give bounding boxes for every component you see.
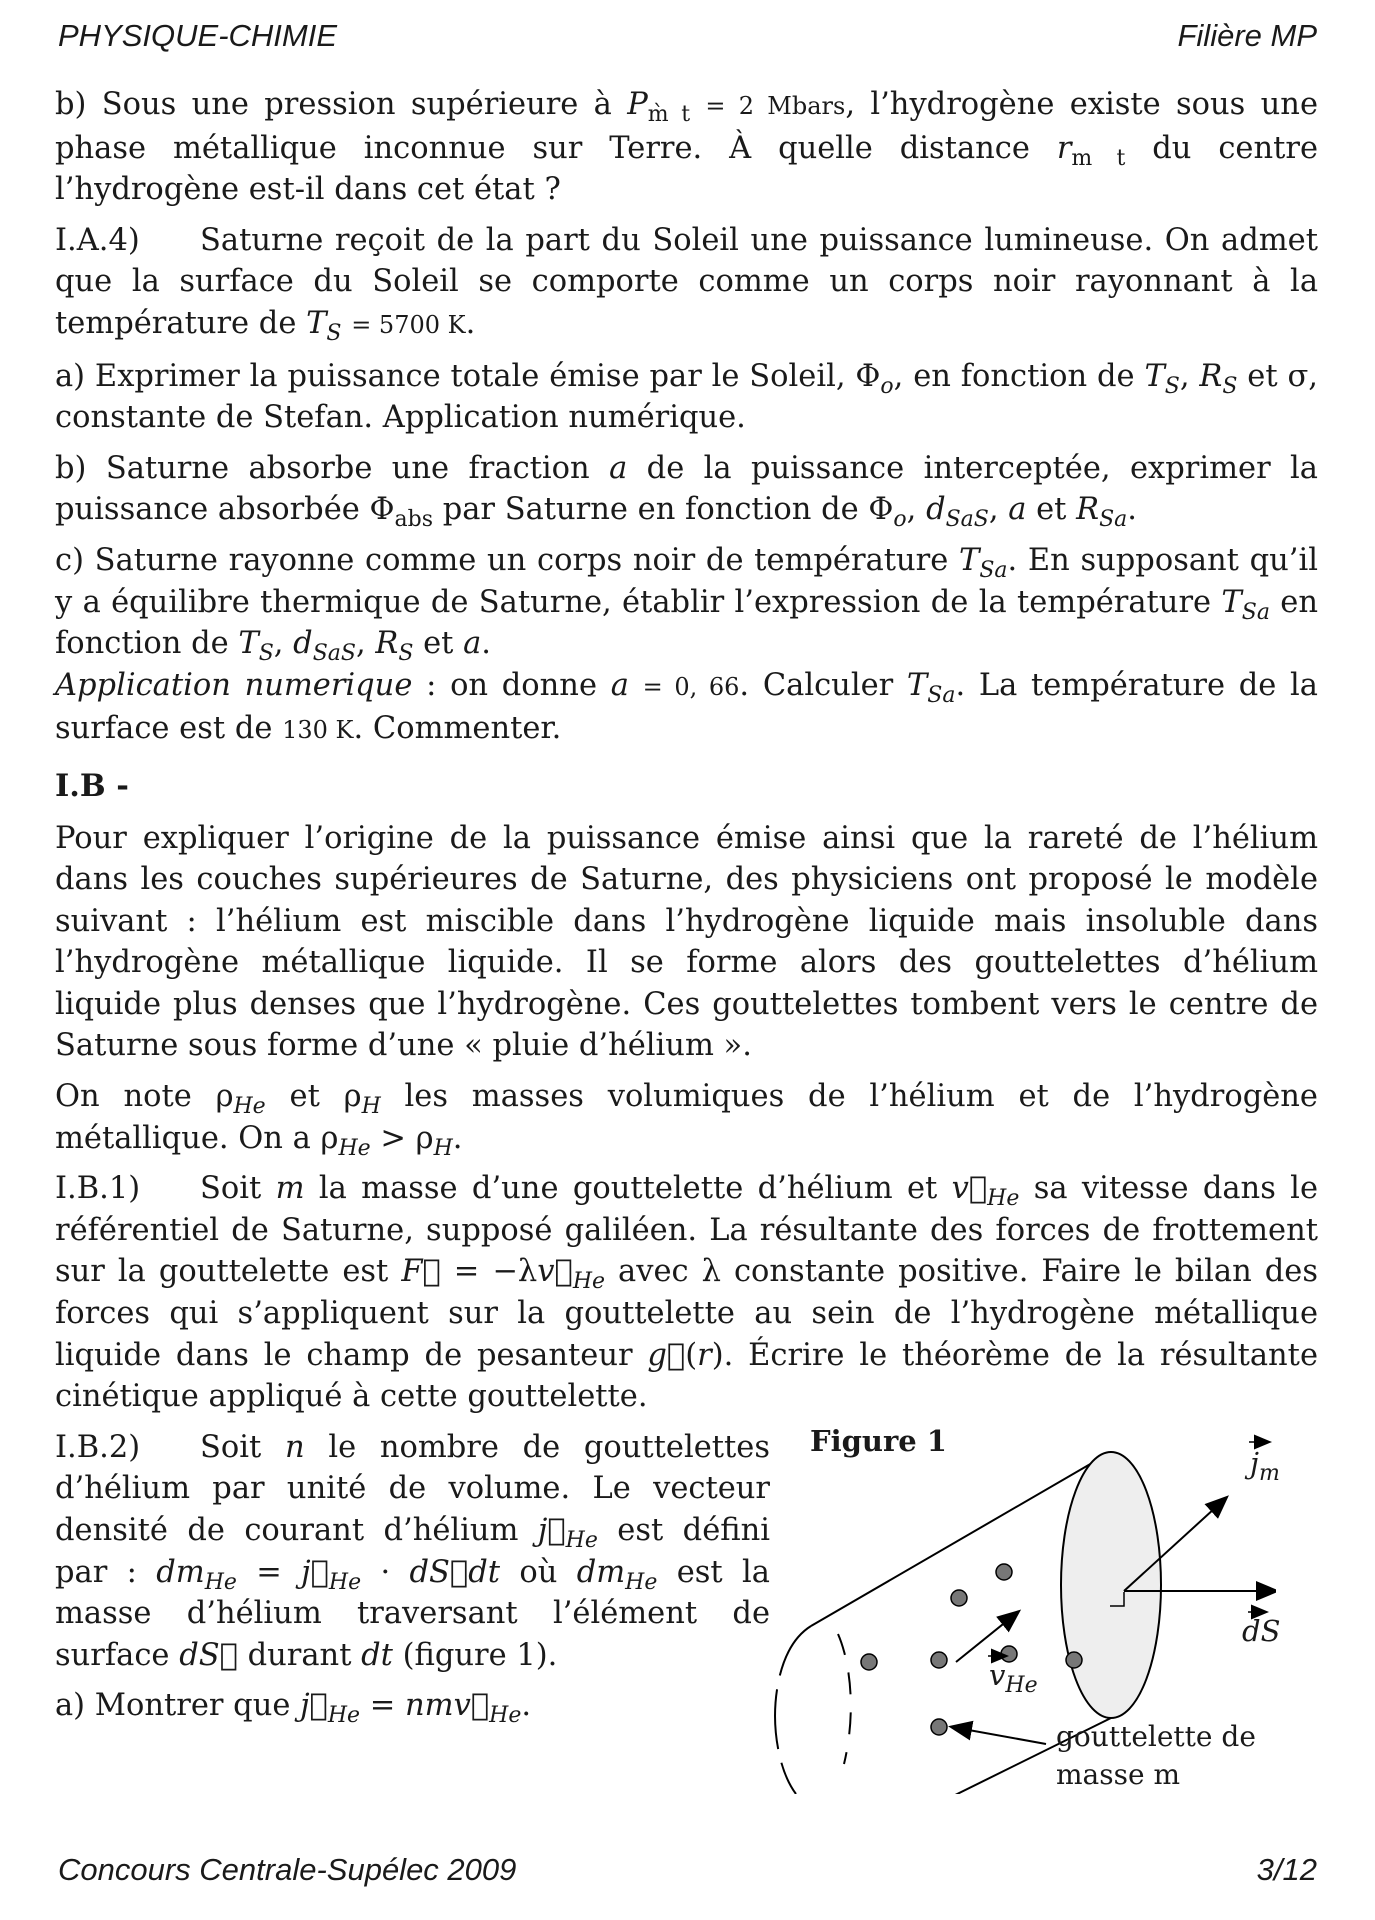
paragraph-ib-densities: On note $\rho_{He}$ et $\rho_H$ les masses volumiques de l’hélium et de l’hydrogène métallique. On a $\rho_{He} > \rho_H$.: [55, 1079, 1318, 1161]
droplet: [951, 1590, 967, 1606]
droplet-note-line2: masse m: [1056, 1758, 1181, 1791]
page-header: [58, 18, 1317, 62]
cylinder-left-face: [775, 1626, 811, 1794]
droplet-highlighted: [931, 1719, 947, 1735]
droplet: [931, 1652, 947, 1668]
figure-1: [756, 1414, 1281, 1794]
droplet: [996, 1564, 1012, 1580]
paragraph-ib2: I.B.2) Soit n le nombre de gouttelettes d’hélium par unité de volume. Le vecteur densité de courant d’hélium $j⃗_{He}$ est défini par : $dm_{He}$ = $j⃗_{He}$ · dS⃗dt où $dm_{He}$ est la masse d’hélium traversant l’élément de surface dS⃗ durant dt (figure 1).: [55, 1429, 770, 1673]
droplet-note-line1: gouttelette de: [1056, 1720, 1256, 1753]
cylinder-left-face-hidden: [838, 1634, 851, 1764]
vhe-label: $v_{He}$: [989, 1658, 1038, 1698]
jm-label: $j_m$: [1250, 1446, 1280, 1486]
section-title-ib: I.B -: [55, 767, 129, 804]
ds-label: dS: [1242, 1614, 1281, 1648]
page-footer: [58, 1852, 1317, 1896]
paragraph-ia4c: c) Saturne rayonne comme un corps noir de température $T_{Sa}$. En supposant qu’il y a équilibre thermique de Saturne, établir l’expression de la température $T_{Sa}$ en fonction de $T_S$, $d_{SaS}$, $R_S$ et a. Application numerique : on donne a = 0, 66. Calculer $T_{Sa}$. La température de la surface est de 130 K. Commenter.: [55, 542, 1318, 747]
ib2-text-column: [55, 1427, 770, 1727]
figure-caption: Figure 1: [810, 1424, 947, 1458]
paragraph-ia4a: a) Exprimer la puissance totale émise par le Soleil, $\Phi_o$, en fonction de $T_S$, $R_S$ et σ, constante de Stefan. Application numérique.: [55, 358, 1318, 436]
droplet: [861, 1654, 877, 1670]
paragraph-ib2a: a) Montrer que $j⃗_{He}$ = $nmv⃗_{He}$.: [55, 1688, 532, 1729]
header-subject: PHYSIQUE-CHIMIE: [58, 18, 338, 53]
droplet-pointer-arrow: [952, 1727, 1046, 1744]
paragraph-ia4: I.A.4) Saturne reçoit de la part du Soleil une puissance lumineuse. On admet que la surface du Soleil se comporte comme un corps noir rayonnant à la température de $T_S = 5700$ K.: [55, 222, 1318, 347]
paragraph-ib1: I.B.1) Soit m la masse d’une gouttelette d’hélium et $v⃗_{He}$ sa vitesse dans le référentiel de Saturne, supposé galiléen. La résultante des forces de frottement sur la gouttelette est F⃗ = $-\lambda v⃗_{He}$ avec λ constante positive. Faire le bilan des forces qui s’appliquent sur la gouttelette au sein de l’hydrogène métallique liquide dans le champ de pesanteur g⃗(r). Écrire le théorème de la résultante cinétique appliqué à cette gouttelette.: [55, 1171, 1319, 1415]
paragraph-ib-intro: Pour expliquer l’origine de la puissance émise ainsi que la rareté de l’hélium dans les couches supérieures de Saturne, des physiciens ont proposé le modèle suivant : l’hélium est miscible dans l’hydrogène liquide mais insoluble dans l’hydrogène métallique liquide. Il se forme alors des gouttelettes d’hélium liquide plus denses que l’hydrogène. Ces gouttelettes tombent vers le centre de Saturne sous forme d’une « pluie d’hélium ».: [55, 820, 1318, 1064]
surface-ds: [1061, 1452, 1161, 1718]
droplet: [1066, 1652, 1082, 1668]
footer-contest: Concours Centrale-Supélec 2009: [58, 1852, 517, 1887]
paragraph-ia3b: b) Sous une pression supérieure à $P_{m̀ t} = 2$ Mbars, l’hydrogène existe sous une phase métallique inconnue sur Terre. À quelle distance $r_{m t}$ du centre l’hydrogène est-il dans cet état ?: [55, 87, 1318, 208]
header-track: Filière MP: [1177, 18, 1317, 53]
paragraph-ia4b: b) Saturne absorbe une fraction a de la puissance interceptée, exprimer la puissance absorbée $\Phi_{abs}$ par Saturne en fonction de $\Phi_o$, $d_{SaS}$, a et $R_{Sa}$.: [55, 450, 1318, 533]
footer-page-number: 3/12: [1256, 1852, 1317, 1887]
